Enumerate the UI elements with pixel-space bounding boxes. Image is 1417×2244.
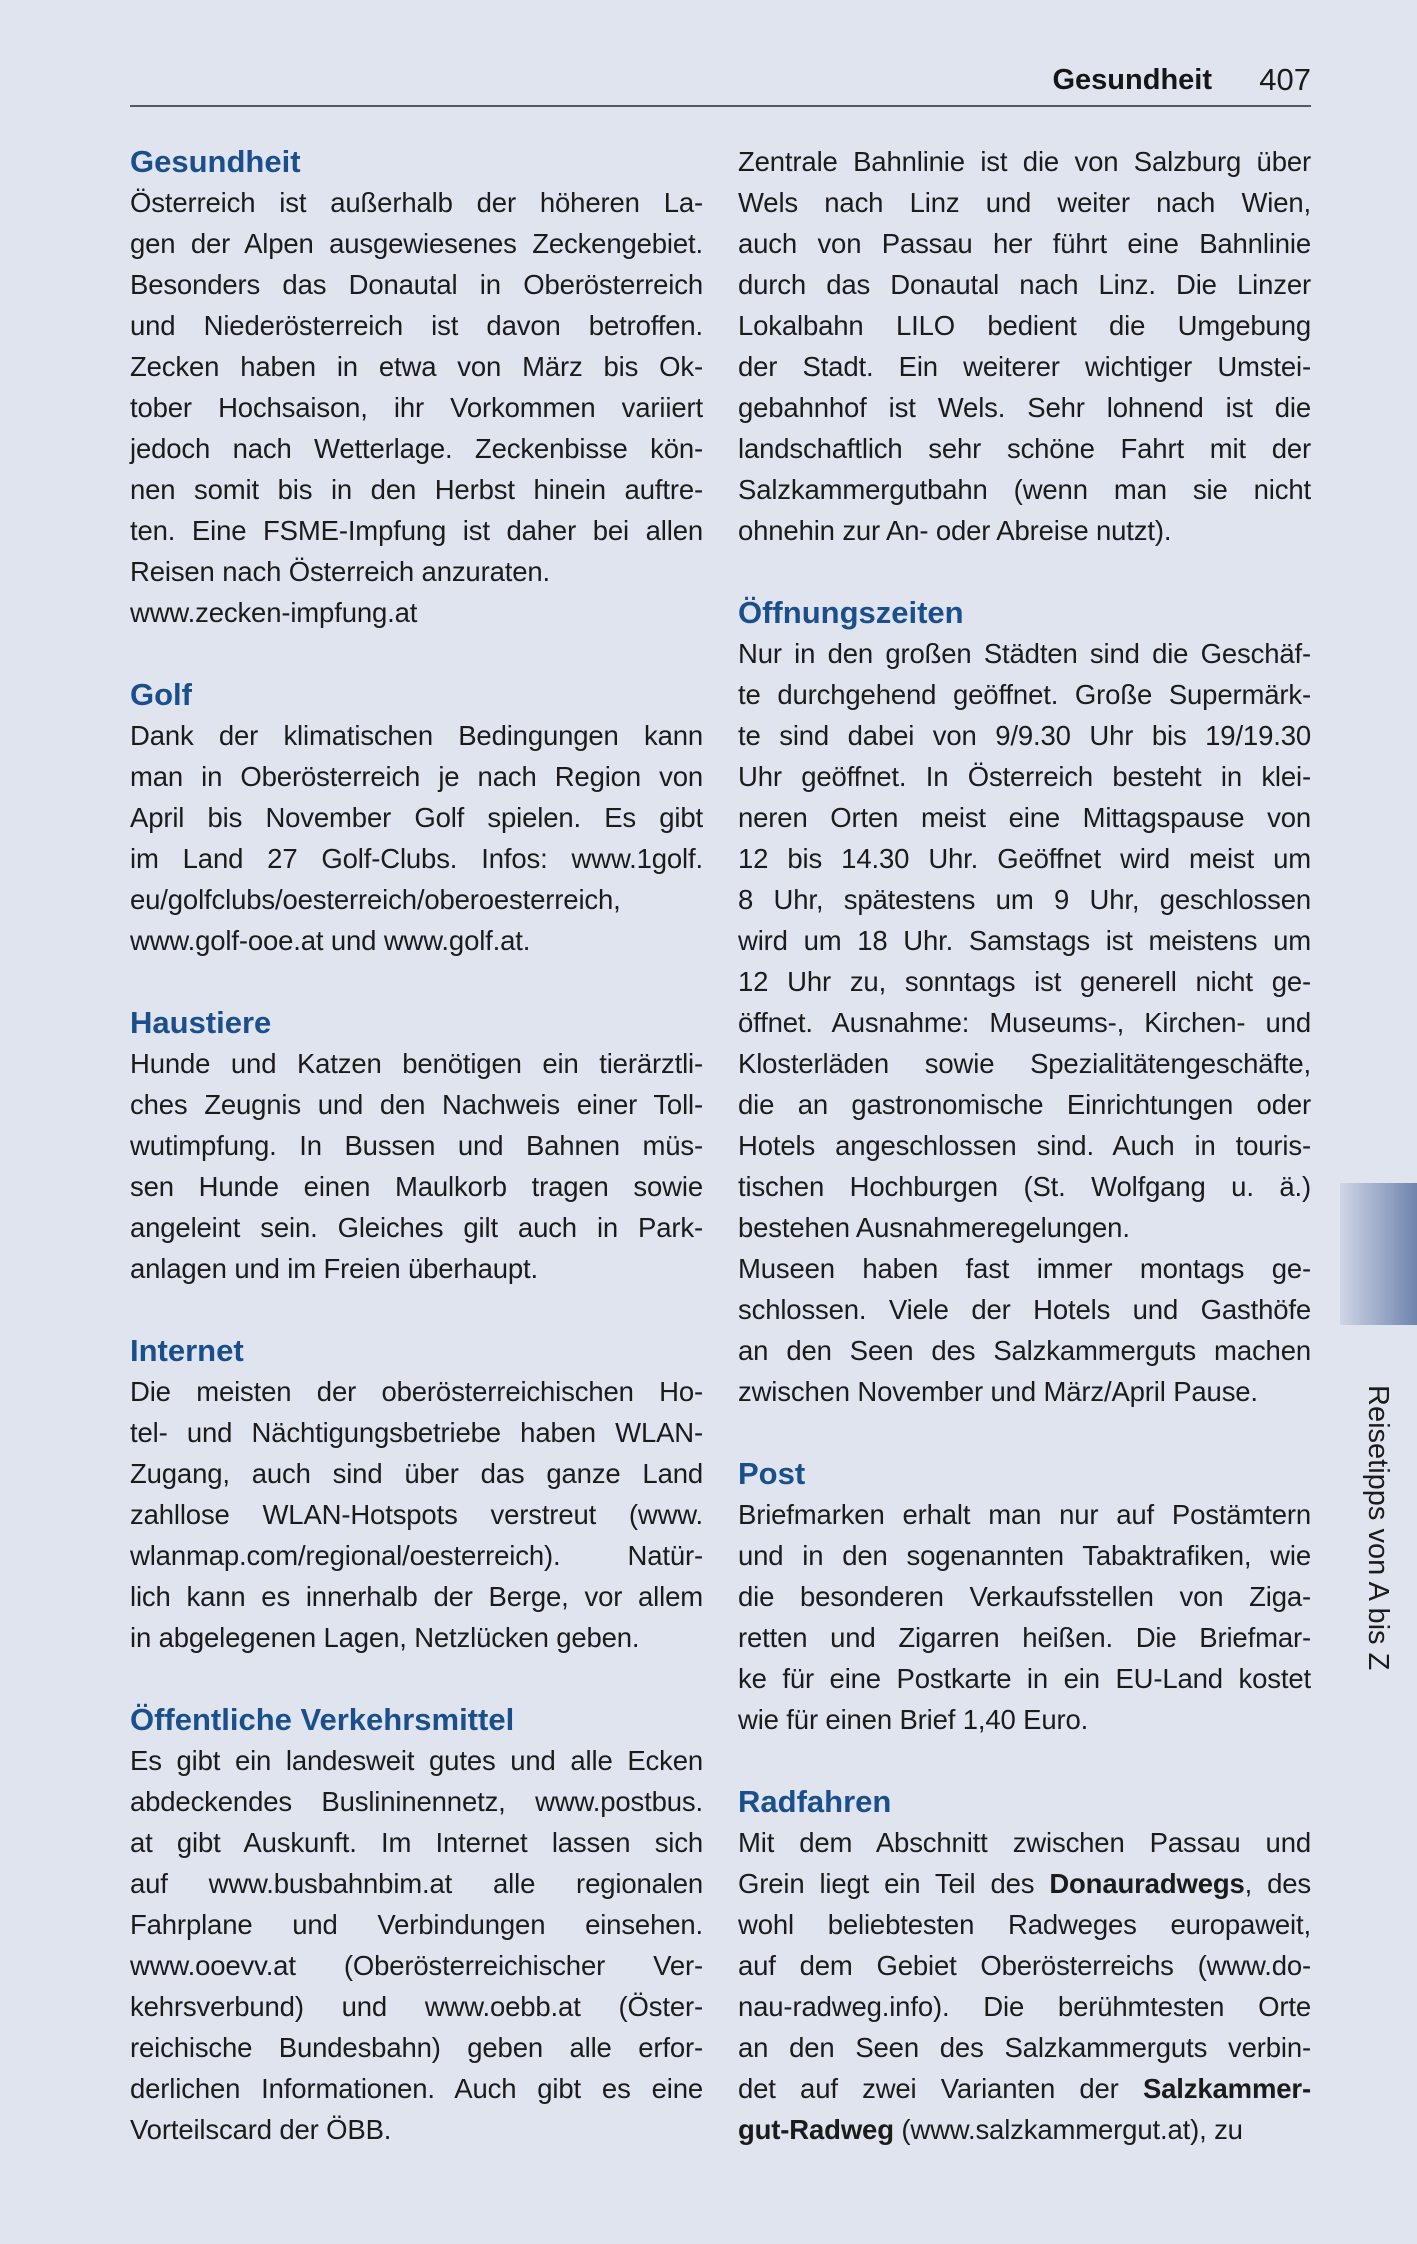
text-line: www.zecken-impfung.at bbox=[130, 597, 418, 628]
text-line: nen somit bis in den Herbst hinein auftre- bbox=[130, 474, 703, 505]
text-line bbox=[738, 2068, 1311, 2109]
section-heading: Haustiere bbox=[130, 1005, 272, 1040]
text-segment: det auf zwei Varianten der bbox=[738, 2073, 1143, 2104]
text-line: die an gastronomische Einrichtungen oder bbox=[738, 1089, 1311, 1120]
page-number: 407 bbox=[1259, 62, 1311, 97]
text-segment: , des bbox=[1244, 1868, 1311, 1899]
article-section bbox=[130, 1330, 703, 1658]
text-line: jedoch nach Wetterlage. Zeckenbisse kön- bbox=[130, 433, 703, 464]
text-line: Zugang, auch sind über das ganze Land bbox=[130, 1458, 703, 1489]
text-line: ke für eine Postkarte in ein EU-Land kostet bbox=[738, 1663, 1311, 1694]
article-section bbox=[738, 592, 1311, 1412]
paragraph bbox=[130, 182, 703, 592]
text-line: Briefmarken erhalt man nur auf Postämtern bbox=[738, 1499, 1311, 1530]
text-line: auf dem Gebiet Oberösterreichs (www.do- bbox=[738, 1950, 1311, 1981]
text-line: Die meisten der oberösterreichischen Ho- bbox=[130, 1376, 703, 1407]
paragraph bbox=[738, 1494, 1311, 1740]
text-line bbox=[738, 1863, 1311, 1904]
text-line: der Stadt. Ein weiterer wichtiger Umstei- bbox=[738, 351, 1311, 382]
text-line: auf www.busbahnbim.at alle regionalen bbox=[130, 1868, 703, 1899]
article-section bbox=[738, 1453, 1311, 1740]
article-section bbox=[130, 1699, 703, 2150]
text-line: die besonderen Verkaufsstellen von Ziga- bbox=[738, 1581, 1311, 1612]
text-line: schlossen. Viele der Hotels und Gasthöfe bbox=[738, 1294, 1311, 1325]
text-line: Museen haben fast immer montags ge- bbox=[738, 1253, 1311, 1284]
text-line: zahllose WLAN-Hotspots verstreut (www. bbox=[130, 1499, 703, 1530]
text-line: und in den sogenannten Tabaktrafiken, wie bbox=[738, 1540, 1311, 1571]
text-line: gen der Alpen ausgewiesenes Zeckengebiet. bbox=[130, 228, 703, 259]
section-heading: Gesundheit bbox=[130, 144, 301, 179]
text-line: tel- und Nächtigungsbetriebe haben WLAN- bbox=[130, 1417, 703, 1448]
bold-term: Salzkammer- bbox=[1142, 2073, 1311, 2104]
text-line: www.ooevv.at (Oberösterreichischer Ver- bbox=[130, 1950, 703, 1981]
text-line: ohnehin zur An- oder Abreise nutzt). bbox=[738, 515, 1172, 546]
text-line: April bis November Golf spielen. Es gibt bbox=[130, 802, 703, 833]
article-section bbox=[738, 141, 1311, 551]
text-line: anlagen und im Freien überhaupt. bbox=[130, 1253, 538, 1284]
text-line: Mit dem Abschnitt zwischen Passau und bbox=[738, 1827, 1311, 1858]
text-line: durch das Donautal nach Linz. Die Linzer bbox=[738, 269, 1311, 300]
text-line: 12 bis 14.30 Uhr. Geöffnet wird meist um bbox=[738, 843, 1311, 874]
text-line: abdeckendes Buslininennetz, www.postbus. bbox=[130, 1786, 703, 1817]
text-line: Hunde und Katzen benötigen ein tierärztli- bbox=[130, 1048, 703, 1079]
section-heading: Golf bbox=[130, 677, 192, 712]
text-line: www.golf-ooe.at und www.golf.at. bbox=[130, 925, 531, 956]
text-line: Uhr geöffnet. In Österreich besteht in klei- bbox=[738, 761, 1311, 792]
text-line: Vorteilscard der ÖBB. bbox=[130, 2114, 392, 2145]
text-line: zwischen November und März/April Pause. bbox=[738, 1376, 1258, 1407]
text-line: at gibt Auskunft. Im Internet lassen sich bbox=[130, 1827, 703, 1858]
section-heading: Internet bbox=[130, 1333, 244, 1368]
text-line: Salzkammergutbahn (wenn man sie nicht bbox=[738, 474, 1311, 505]
text-line: an den Seen des Salzkammerguts machen bbox=[738, 1335, 1311, 1366]
text-line: eu/golfclubs/oesterreich/oberoesterreich, bbox=[130, 884, 621, 915]
text-line: bestehen Ausnahmeregelungen. bbox=[738, 1212, 1130, 1243]
paragraph bbox=[130, 1740, 703, 2150]
text-line: Besonders das Donautal in Oberösterreich bbox=[130, 269, 703, 300]
text-line: Hotels angeschlossen sind. Auch in touris- bbox=[738, 1130, 1311, 1161]
text-line: kehrsverbund) und www.oebb.at (Öster- bbox=[130, 1991, 703, 2022]
section-heading: Radfahren bbox=[738, 1784, 892, 1819]
text-line: Nur in den großen Städten sind die Geschäf- bbox=[738, 638, 1311, 669]
text-line: wird um 18 Uhr. Samstags ist meistens um bbox=[738, 925, 1311, 956]
text-line: Fahrplane und Verbindungen einsehen. bbox=[130, 1909, 703, 1940]
text-line: man in Oberösterreich je nach Region von bbox=[130, 761, 703, 792]
article-section bbox=[738, 1781, 1311, 2150]
paragraph bbox=[130, 592, 703, 633]
text-line: und Niederösterreich ist davon betroffen. bbox=[130, 310, 703, 341]
text-line bbox=[738, 2109, 1311, 2150]
text-line: auch von Passau her führt eine Bahnlinie bbox=[738, 228, 1311, 259]
text-line: Wels nach Linz und weiter nach Wien, bbox=[738, 187, 1311, 218]
text-line: ches Zeugnis und den Nachweis einer Toll- bbox=[130, 1089, 703, 1120]
text-line: 8 Uhr, spätestens um 9 Uhr, geschlossen bbox=[738, 884, 1311, 915]
text-line: sen Hunde einen Maulkorb tragen sowie bbox=[130, 1171, 703, 1202]
header-rule bbox=[130, 105, 1311, 107]
text-line: Reisen nach Österreich anzuraten. bbox=[130, 556, 550, 587]
text-line: derlichen Informationen. Auch gibt es eine bbox=[130, 2073, 703, 2104]
article-section bbox=[130, 141, 703, 633]
paragraph bbox=[738, 141, 1311, 551]
text-line: Österreich ist außerhalb der höheren La- bbox=[130, 187, 703, 218]
paragraph bbox=[738, 633, 1311, 1248]
running-header-section: Gesundheit bbox=[1052, 64, 1212, 96]
article-section bbox=[130, 1002, 703, 1289]
paragraph bbox=[738, 1822, 1311, 2150]
text-line: Klosterläden sowie Spezialitätengeschäfte, bbox=[738, 1048, 1311, 1079]
text-line: Zecken haben in etwa von März bis Ok- bbox=[130, 351, 703, 382]
paragraph bbox=[130, 1043, 703, 1289]
text-line: nau-radweg.info). Die berühmtesten Orte bbox=[738, 1991, 1311, 2022]
text-line: neren Orten meist eine Mittagspause von bbox=[738, 802, 1311, 833]
text-line: öffnet. Ausnahme: Museums-, Kirchen- und bbox=[738, 1007, 1311, 1038]
text-line: im Land 27 Golf-Clubs. Infos: www.1golf. bbox=[130, 843, 703, 874]
text-line: wutimpfung. In Bussen und Bahnen müs- bbox=[130, 1130, 703, 1161]
text-line: ten. Eine FSME-Impfung ist daher bei allen bbox=[130, 515, 703, 546]
left-column bbox=[130, 141, 703, 2150]
text-line: landschaftlich sehr schöne Fahrt mit der bbox=[738, 433, 1311, 464]
text-line: angeleint sein. Gleiches gilt auch in Park- bbox=[130, 1212, 703, 1243]
text-line: wie für einen Brief 1,40 Euro. bbox=[738, 1704, 1089, 1735]
text-line: retten und Zigarren heißen. Die Briefmar- bbox=[738, 1622, 1311, 1653]
paragraph bbox=[738, 1248, 1311, 1412]
text-line: tober Hochsaison, ihr Vorkommen variiert bbox=[130, 392, 703, 423]
text-line: an den Seen des Salzkammerguts verbin- bbox=[738, 2032, 1311, 2063]
bold-term: gut-Radweg bbox=[738, 2114, 894, 2145]
text-line: reichische Bundesbahn) geben alle erfor- bbox=[130, 2032, 703, 2063]
text-line: in abgelegenen Lagen, Netzlücken geben. bbox=[130, 1622, 640, 1653]
text-line: wlanmap.com/regional/oesterreich). Natür- bbox=[130, 1540, 703, 1571]
text-line: Dank der klimatischen Bedingungen kann bbox=[130, 720, 703, 751]
text-line: gebahnhof ist Wels. Sehr lohnend ist die bbox=[738, 392, 1311, 423]
text-line: lich kann es innerhalb der Berge, vor allem bbox=[130, 1581, 703, 1612]
paragraph bbox=[130, 1371, 703, 1658]
paragraph bbox=[130, 715, 703, 961]
text-line: 12 Uhr zu, sonntags ist generell nicht ge- bbox=[738, 966, 1311, 997]
text-line: te sind dabei von 9/9.30 Uhr bis 19/19.30 bbox=[738, 720, 1311, 751]
text-line: tischen Hochburgen (St. Wolfgang u. ä.) bbox=[738, 1171, 1311, 1202]
article-section bbox=[130, 674, 703, 961]
chapter-side-label: Reisetipps von A bis Z bbox=[1362, 1385, 1394, 1671]
text-line: wohl beliebtesten Radweges europaweit, bbox=[738, 1909, 1311, 1940]
bold-term: Donauradwegs bbox=[1049, 1868, 1245, 1899]
text-line: Lokalbahn LILO bedient die Umgebung bbox=[738, 310, 1311, 341]
text-line: te durchgehend geöffnet. Große Supermärk- bbox=[738, 679, 1311, 710]
section-heading: Post bbox=[738, 1456, 806, 1491]
text-segment: Grein liegt ein Teil des bbox=[738, 1868, 1050, 1899]
text-line: Es gibt ein landesweit gutes und alle Ecken bbox=[130, 1745, 703, 1776]
chapter-thumb-tab bbox=[1340, 1183, 1417, 1325]
section-heading: Öffentliche Verkehrsmittel bbox=[130, 1702, 515, 1737]
text-line: Zentrale Bahnlinie ist die von Salzburg über bbox=[738, 146, 1311, 177]
right-column bbox=[738, 141, 1311, 2150]
text-segment: (www.salzkammergut.at), zu bbox=[893, 2114, 1243, 2145]
section-heading: Öffnungszeiten bbox=[738, 595, 964, 630]
